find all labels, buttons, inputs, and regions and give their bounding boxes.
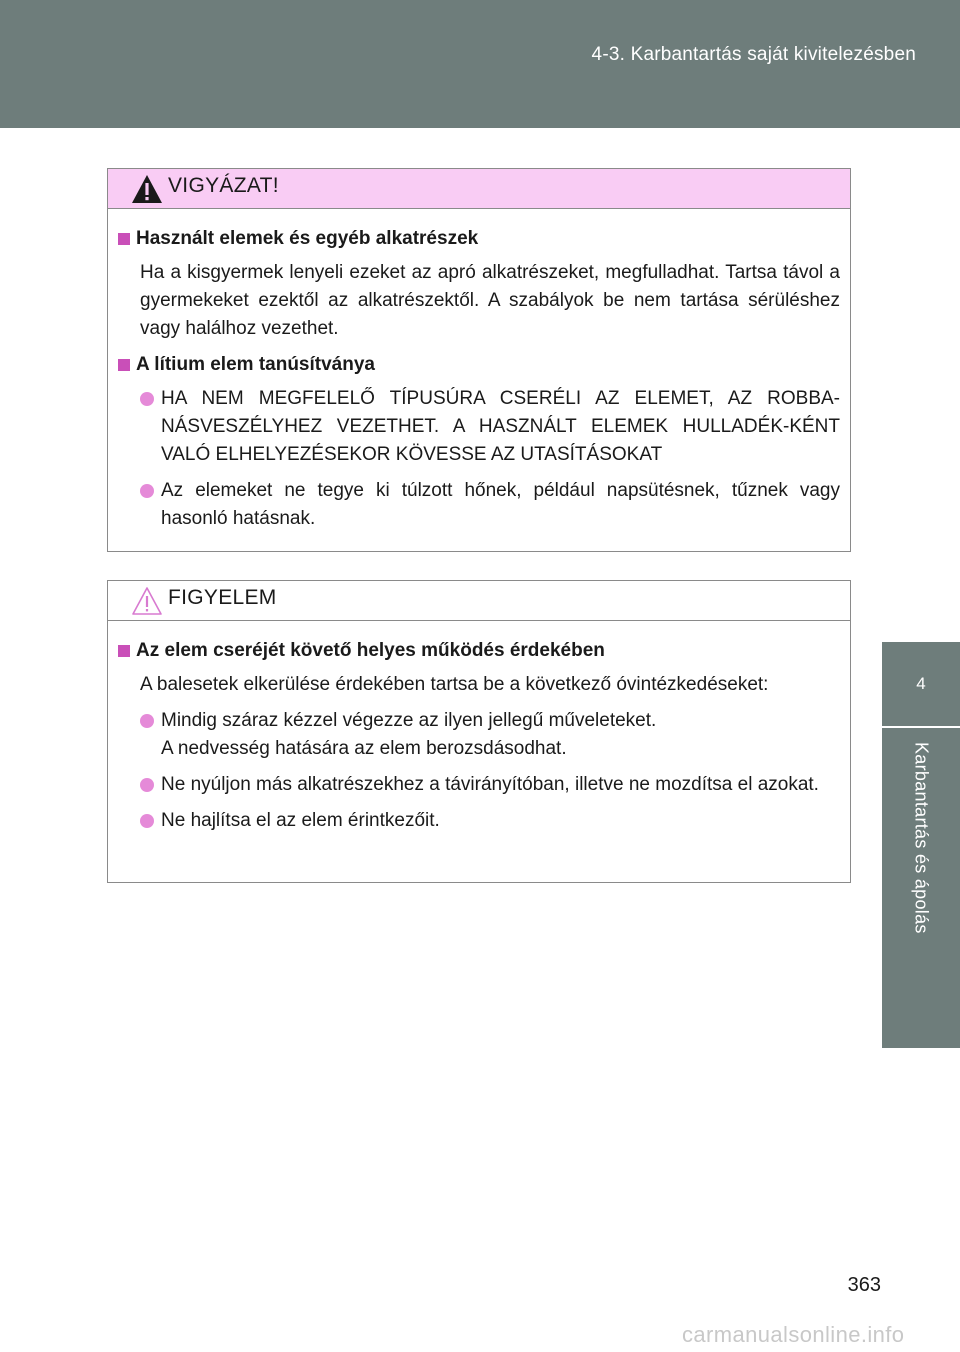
page-number: 363	[847, 1274, 881, 1296]
list-item	[118, 385, 840, 469]
section-heading	[118, 351, 840, 379]
list-item	[118, 707, 840, 763]
list-item-text: HA NEM MEGFELELŐ TÍPUSÚRA CSERÉLI AZ ELEMET, AZ ROBBA-NÁSVESZÉLYHEZ VEZETHET. A HASZNÁLT ELEMEK HULLADÉK-KÉNT VALÓ ELHELYEZÉSEKOR KÖVESSE AZ UTASÍTÁSOKAT	[161, 388, 840, 465]
circle-bullet-icon	[140, 484, 154, 498]
notice-box-header	[108, 581, 850, 621]
notice-box	[107, 580, 851, 883]
caution-title: VIGYÁZAT!	[168, 174, 279, 197]
caution-box-header	[108, 169, 850, 209]
section-paragraph: Ha a kisgyermek lenyeli ezeket az apró alkatrészeket, megfulladhat. Tartsa távol a gyermekeket ezektől az alkatrészektől. A szabályok be nem tartása sérüléshez vagy halálhoz vezethet.	[140, 262, 840, 339]
circle-bullet-icon	[140, 778, 154, 792]
chapter-title: 4-3. Karbantartás saját kivitelezésben	[591, 44, 916, 65]
circle-bullet-icon	[140, 814, 154, 828]
section-heading-text: A lítium elem tanúsítványa	[136, 354, 375, 375]
list-item	[118, 771, 840, 799]
chapter-tab-label-text: Karbantartás és ápolás	[911, 742, 932, 934]
notice-title: FIGYELEM	[168, 586, 277, 609]
list-item-text: Az elemeket ne tegye ki túlzott hőnek, például napsütésnek, tűznek vagy hasonló hatásnak.	[161, 480, 840, 529]
warning-triangle-outline-icon	[130, 585, 164, 617]
caution-body	[108, 209, 850, 533]
list-item	[118, 807, 840, 835]
list-item-text: Ne hajlítsa el az elem érintkezőit.	[161, 810, 440, 831]
circle-bullet-icon	[140, 392, 154, 406]
warning-triangle-filled-icon	[130, 173, 164, 205]
list-item	[118, 477, 840, 533]
list-item-text	[161, 707, 840, 763]
square-bullet-icon	[118, 645, 130, 657]
square-bullet-icon	[118, 359, 130, 371]
section-heading	[118, 637, 840, 665]
caution-box	[107, 168, 851, 552]
circle-bullet-icon	[140, 714, 154, 728]
section-heading-text: Az elem cseréjét követő helyes működés érdekében	[136, 640, 605, 661]
section-paragraph: A balesetek elkerülése érdekében tartsa be a következő óvintézkedéseket:	[140, 674, 769, 695]
list-item-line: A nedvesség hatására az elem berozsdásodhat.	[161, 738, 567, 759]
section-heading	[118, 225, 840, 253]
notice-body	[108, 621, 850, 835]
list-item-line: Mindig száraz kézzel végezze az ilyen jellegű műveleteket.	[161, 710, 657, 731]
section-heading-text: Használt elemek és egyéb alkatrészek	[136, 228, 479, 249]
page-header	[0, 0, 960, 128]
watermark: carmanualsonline.info	[682, 1322, 905, 1347]
square-bullet-icon	[118, 233, 130, 245]
chapter-tab-number[interactable]: 4	[882, 642, 960, 726]
list-item-text: Ne nyúljon más alkatrészekhez a távirányítóban, illetve ne mozdítsa el azokat.	[161, 774, 819, 795]
chapter-tab-label[interactable]	[882, 728, 960, 1048]
